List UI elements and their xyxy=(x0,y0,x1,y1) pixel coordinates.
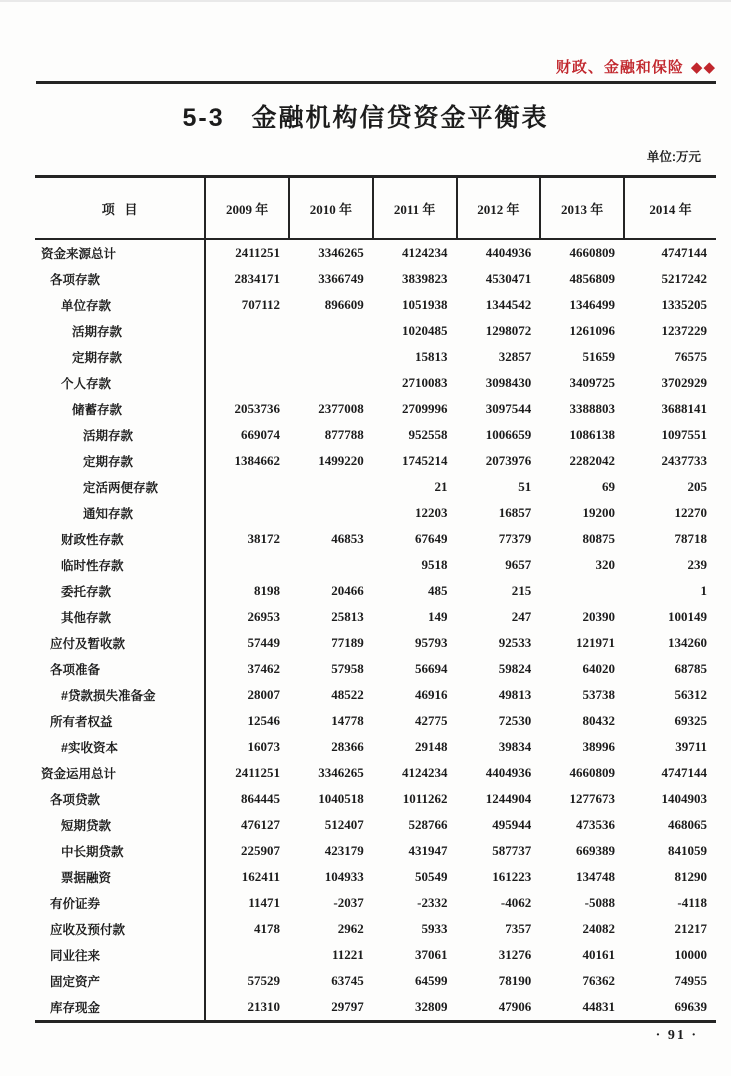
cell-value: 29797 xyxy=(289,994,373,1022)
row-label: 通知存款 xyxy=(83,507,134,521)
row-label: 所有者权益 xyxy=(50,715,113,729)
cell-value: 25813 xyxy=(331,609,364,624)
cell-value: 21 xyxy=(434,479,448,494)
row-label: #贷款损失准备金 xyxy=(61,689,156,703)
cell-value: 1344542 xyxy=(485,297,532,312)
cell-value: 100149 xyxy=(668,609,707,624)
cell-value: 49813 xyxy=(498,687,532,702)
cell-value: 20390 xyxy=(582,609,616,624)
cell-value: 134748 xyxy=(576,869,616,884)
table-row xyxy=(35,916,716,942)
cell-value: 2834171 xyxy=(205,266,289,292)
cell-value: 11471 xyxy=(205,890,289,916)
cell-value: 29148 xyxy=(415,739,448,754)
cell-value: 50549 xyxy=(415,869,448,884)
cell-value: 1277673 xyxy=(569,791,616,806)
cell-value: 32857 xyxy=(498,349,532,364)
cell-value: 69 xyxy=(602,479,616,494)
table-row xyxy=(35,890,716,916)
cell-value: 1097551 xyxy=(661,427,707,442)
row-label: 定期存款 xyxy=(83,455,134,469)
cell-value: 4747144 xyxy=(661,245,707,260)
table-row xyxy=(35,994,716,1022)
cell-value: 1237229 xyxy=(661,323,707,338)
cell-value xyxy=(205,344,289,370)
cell-value xyxy=(205,318,289,344)
cell-value: 56694 xyxy=(415,661,448,676)
row-label: 各项准备 xyxy=(50,663,101,677)
cell-value: 841059 xyxy=(668,843,707,858)
cell-value xyxy=(289,370,373,396)
cell-value: 51659 xyxy=(582,349,616,364)
cell-value: 14778 xyxy=(331,713,364,728)
cell-value: 4856809 xyxy=(569,271,616,286)
cell-value: 21217 xyxy=(674,921,707,936)
cell-value: 39834 xyxy=(498,739,532,754)
column-header-year: 2014 年 xyxy=(624,177,716,240)
cell-value: 57529 xyxy=(205,968,289,994)
column-header-item: 项 目 xyxy=(35,177,205,240)
cell-value: 1384662 xyxy=(205,448,289,474)
cell-value: -2332 xyxy=(417,895,448,910)
cell-value: -5088 xyxy=(584,895,616,910)
cell-value: -4118 xyxy=(677,895,707,910)
cell-value: 1 xyxy=(700,583,707,598)
table-row xyxy=(35,760,716,786)
cell-value: 952558 xyxy=(408,427,448,442)
cell-value: 707112 xyxy=(205,292,289,318)
cell-value: 1040518 xyxy=(318,791,364,806)
table-body xyxy=(35,239,716,1022)
cell-value: 1745214 xyxy=(402,453,448,468)
cell-value: 4124234 xyxy=(402,245,448,260)
cell-value: 1298072 xyxy=(485,323,532,338)
cell-value: 2962 xyxy=(337,921,364,936)
cell-value: 2377008 xyxy=(318,401,364,416)
cell-value: 669389 xyxy=(576,843,616,858)
row-label: 各项贷款 xyxy=(50,793,101,807)
cell-value: 528766 xyxy=(408,817,448,832)
column-header-year: 2009 年 xyxy=(205,177,289,240)
page-title: 5-3 金融机构信贷资金平衡表 xyxy=(182,104,549,132)
row-label: 应收及预付款 xyxy=(50,923,126,937)
table-header-row xyxy=(35,177,716,240)
table-row xyxy=(35,630,716,656)
cell-value: 12270 xyxy=(674,505,707,520)
cell-value: 2411251 xyxy=(205,239,289,266)
cell-value xyxy=(289,474,373,500)
cell-value: 81290 xyxy=(674,869,707,884)
cell-value: 8198 xyxy=(205,578,289,604)
cell-value: 3097544 xyxy=(485,401,532,416)
column-header-year: 2012 年 xyxy=(457,177,541,240)
cell-value: 32809 xyxy=(373,994,457,1022)
row-label: 财政性存款 xyxy=(61,533,124,547)
cell-value: 51 xyxy=(518,479,532,494)
cell-value: 21310 xyxy=(205,994,289,1022)
table-row xyxy=(35,682,716,708)
cell-value: -2037 xyxy=(333,895,364,910)
cell-value: 37462 xyxy=(205,656,289,682)
cell-value: 3366749 xyxy=(318,271,364,286)
cell-value: 39711 xyxy=(675,739,707,754)
cell-value: 423179 xyxy=(324,843,364,858)
table-row xyxy=(35,838,716,864)
cell-value: 16073 xyxy=(205,734,289,760)
cell-value: 3346265 xyxy=(318,765,364,780)
row-label: 短期贷款 xyxy=(61,819,112,833)
cell-value: 92533 xyxy=(498,635,532,650)
cell-value: 1404903 xyxy=(661,791,707,806)
cell-value: 64599 xyxy=(415,973,448,988)
cell-value: 320 xyxy=(595,557,616,572)
cell-value: 2709996 xyxy=(402,401,448,416)
cell-value: 24082 xyxy=(582,921,616,936)
table-row xyxy=(35,396,716,422)
cell-value: 4178 xyxy=(205,916,289,942)
cell-value: 485 xyxy=(428,583,448,598)
cell-value: 104933 xyxy=(324,869,364,884)
cell-value: 38172 xyxy=(205,526,289,552)
cell-value: 495944 xyxy=(492,817,532,832)
table-row xyxy=(35,370,716,396)
table-row xyxy=(35,812,716,838)
column-header-year: 2013 年 xyxy=(540,177,624,240)
cell-value: 68785 xyxy=(674,661,707,676)
cell-value xyxy=(205,370,289,396)
cell-value: 77379 xyxy=(498,531,532,546)
table-row xyxy=(35,604,716,630)
cell-value: 57958 xyxy=(331,661,364,676)
row-label: 同业往来 xyxy=(50,949,101,963)
table-row xyxy=(35,448,716,474)
page-number: · 91 · xyxy=(655,1028,698,1043)
cell-value: 896609 xyxy=(324,297,364,312)
cell-value: 57449 xyxy=(205,630,289,656)
cell-value: 46853 xyxy=(331,531,364,546)
cell-value: 1499220 xyxy=(318,453,364,468)
table-row xyxy=(35,500,716,526)
cell-value: 9657 xyxy=(505,557,532,572)
table-row xyxy=(35,578,716,604)
cell-value xyxy=(205,500,289,526)
cell-value: 67649 xyxy=(415,531,448,546)
cell-value: 15813 xyxy=(415,349,448,364)
cell-value: 95793 xyxy=(415,635,448,650)
cell-value: 877788 xyxy=(324,427,364,442)
cell-value: 864445 xyxy=(205,786,289,812)
cell-value: 2411251 xyxy=(205,760,289,786)
cell-value: 1244904 xyxy=(485,791,532,806)
cell-value: 64020 xyxy=(582,661,616,676)
row-label: 各项存款 xyxy=(50,273,101,287)
table-row xyxy=(35,942,716,968)
row-label: 票据融资 xyxy=(61,871,112,885)
cell-value: 76362 xyxy=(582,973,616,988)
cell-value: 5217242 xyxy=(661,271,707,286)
cell-value: 468065 xyxy=(668,817,707,832)
cell-value: 476127 xyxy=(205,812,289,838)
cell-value: 26953 xyxy=(205,604,289,630)
cell-value: 3388803 xyxy=(569,401,616,416)
cell-value: 42775 xyxy=(415,713,448,728)
cell-value: 12546 xyxy=(205,708,289,734)
cell-value: 149 xyxy=(428,609,448,624)
cell-value: 1261096 xyxy=(569,323,616,338)
cell-value: 31276 xyxy=(498,947,532,962)
cell-value xyxy=(205,942,289,968)
cell-value: 56312 xyxy=(674,687,707,702)
cell-value: 46916 xyxy=(415,687,448,702)
row-label: 应付及暂收款 xyxy=(50,637,126,651)
cell-value: 63745 xyxy=(331,973,364,988)
cell-value: 76575 xyxy=(674,349,707,364)
cell-value: 1051938 xyxy=(402,297,448,312)
cell-value: 5933 xyxy=(421,921,448,936)
cell-value: 1346499 xyxy=(569,297,616,312)
cell-value: 239 xyxy=(687,557,707,572)
table-row xyxy=(35,708,716,734)
cell-value: 121971 xyxy=(576,635,616,650)
cell-value: 3346265 xyxy=(318,245,364,260)
cell-value: 4530471 xyxy=(485,271,532,286)
table-row xyxy=(35,968,716,994)
cell-value: -4062 xyxy=(500,895,532,910)
table-row xyxy=(35,239,716,266)
cell-value: 28007 xyxy=(205,682,289,708)
cell-value: 473536 xyxy=(576,817,616,832)
row-label: 资金运用总计 xyxy=(41,767,117,781)
row-label: 临时性存款 xyxy=(61,559,124,573)
cell-value: 4660809 xyxy=(569,765,616,780)
cell-value: 28366 xyxy=(331,739,364,754)
cell-value: 12203 xyxy=(415,505,448,520)
cell-value: 7357 xyxy=(505,921,532,936)
cell-value: 162411 xyxy=(205,864,289,890)
cell-value: 512407 xyxy=(324,817,364,832)
chapter-header xyxy=(36,56,716,84)
cell-value: 59824 xyxy=(498,661,532,676)
table-row xyxy=(35,864,716,890)
cell-value: 3702929 xyxy=(661,375,707,390)
cell-value: 1335205 xyxy=(661,297,707,312)
cell-value: 205 xyxy=(687,479,707,494)
cell-value xyxy=(289,500,373,526)
row-label: 定期存款 xyxy=(72,351,123,365)
cell-value: 77189 xyxy=(331,635,364,650)
table-header xyxy=(35,177,716,240)
row-label: 有价证券 xyxy=(50,897,101,911)
cell-value: 3688141 xyxy=(661,401,707,416)
cell-value xyxy=(205,474,289,500)
cell-value: 215 xyxy=(511,583,532,598)
column-header-year: 2011 年 xyxy=(373,177,457,240)
table-row xyxy=(35,656,716,682)
cell-value: 16857 xyxy=(498,505,532,520)
cell-value: 44831 xyxy=(540,994,624,1022)
table-row xyxy=(35,344,716,370)
cell-value: 587737 xyxy=(492,843,532,858)
chapter-diamonds-icon: ◆◆ xyxy=(690,59,716,76)
cell-value xyxy=(289,552,373,578)
table-row xyxy=(35,526,716,552)
cell-value: 78190 xyxy=(498,973,532,988)
row-label: 储蓄存款 xyxy=(72,403,123,417)
row-label: 库存现金 xyxy=(35,994,205,1022)
row-label: 中长期贷款 xyxy=(61,845,124,859)
cell-value: 4404936 xyxy=(485,245,532,260)
scan-top-edge xyxy=(0,0,731,2)
cell-value: 53738 xyxy=(582,687,616,702)
cell-value: 3098430 xyxy=(485,375,532,390)
cell-value xyxy=(205,552,289,578)
row-label: #实收资本 xyxy=(61,741,118,755)
cell-value: 669074 xyxy=(205,422,289,448)
cell-value: 10000 xyxy=(674,947,707,962)
cell-value: 40161 xyxy=(582,947,616,962)
row-label: 个人存款 xyxy=(61,377,112,391)
row-label: 其他存款 xyxy=(61,611,112,625)
cell-value: 72530 xyxy=(498,713,532,728)
cell-value: 19200 xyxy=(582,505,616,520)
cell-value: 161223 xyxy=(492,869,532,884)
row-label: 资金来源总计 xyxy=(41,247,117,261)
cell-value: 3839823 xyxy=(402,271,448,286)
chapter-header-label: 财政、金融和保险 xyxy=(555,59,684,76)
credit-funds-balance-table xyxy=(35,175,716,1023)
cell-value: 1020485 xyxy=(402,323,448,338)
cell-value: 431947 xyxy=(408,843,448,858)
row-label: 活期存款 xyxy=(72,325,123,339)
cell-value: 47906 xyxy=(457,994,541,1022)
cell-value: 78718 xyxy=(674,531,707,546)
table-row xyxy=(35,266,716,292)
cell-value: 2710083 xyxy=(402,375,448,390)
cell-value: 38996 xyxy=(582,739,616,754)
cell-value: 3409725 xyxy=(569,375,616,390)
cell-value xyxy=(540,578,624,604)
row-label: 单位存款 xyxy=(61,299,112,313)
cell-value: 4747144 xyxy=(661,765,707,780)
cell-value xyxy=(289,344,373,370)
column-header-year: 2010 年 xyxy=(289,177,373,240)
table-row xyxy=(35,318,716,344)
cell-value: 69639 xyxy=(624,994,716,1022)
cell-value: 11221 xyxy=(331,947,364,962)
cell-value xyxy=(289,318,373,344)
cell-value: 1011262 xyxy=(402,791,448,806)
cell-value: 80875 xyxy=(582,531,616,546)
cell-value: 134260 xyxy=(668,635,707,650)
row-label: 定活两便存款 xyxy=(83,481,159,495)
cell-value: 20466 xyxy=(331,583,364,598)
table-row xyxy=(35,552,716,578)
cell-value: 2437733 xyxy=(661,453,707,468)
cell-value: 1006659 xyxy=(485,427,532,442)
cell-value: 2053736 xyxy=(205,396,289,422)
cell-value: 37061 xyxy=(415,947,448,962)
cell-value: 80432 xyxy=(582,713,616,728)
cell-value: 2282042 xyxy=(569,453,616,468)
table-row xyxy=(35,786,716,812)
table-row xyxy=(35,292,716,318)
table-row xyxy=(35,474,716,500)
cell-value: 48522 xyxy=(331,687,364,702)
cell-value: 69325 xyxy=(674,713,707,728)
table-row xyxy=(35,422,716,448)
row-label: 固定资产 xyxy=(50,975,101,989)
cell-value: 225907 xyxy=(205,838,289,864)
cell-value: 2073976 xyxy=(485,453,532,468)
cell-value: 9518 xyxy=(421,557,448,572)
cell-value: 247 xyxy=(511,609,532,624)
table-row xyxy=(35,734,716,760)
cell-value: 4124234 xyxy=(402,765,448,780)
cell-value: 4660809 xyxy=(569,245,616,260)
row-label: 活期存款 xyxy=(83,429,134,443)
unit-label: 单位:万元 xyxy=(646,150,701,164)
cell-value: 1086138 xyxy=(569,427,616,442)
cell-value: 4404936 xyxy=(485,765,532,780)
row-label: 委托存款 xyxy=(61,585,112,599)
cell-value: 74955 xyxy=(674,973,707,988)
